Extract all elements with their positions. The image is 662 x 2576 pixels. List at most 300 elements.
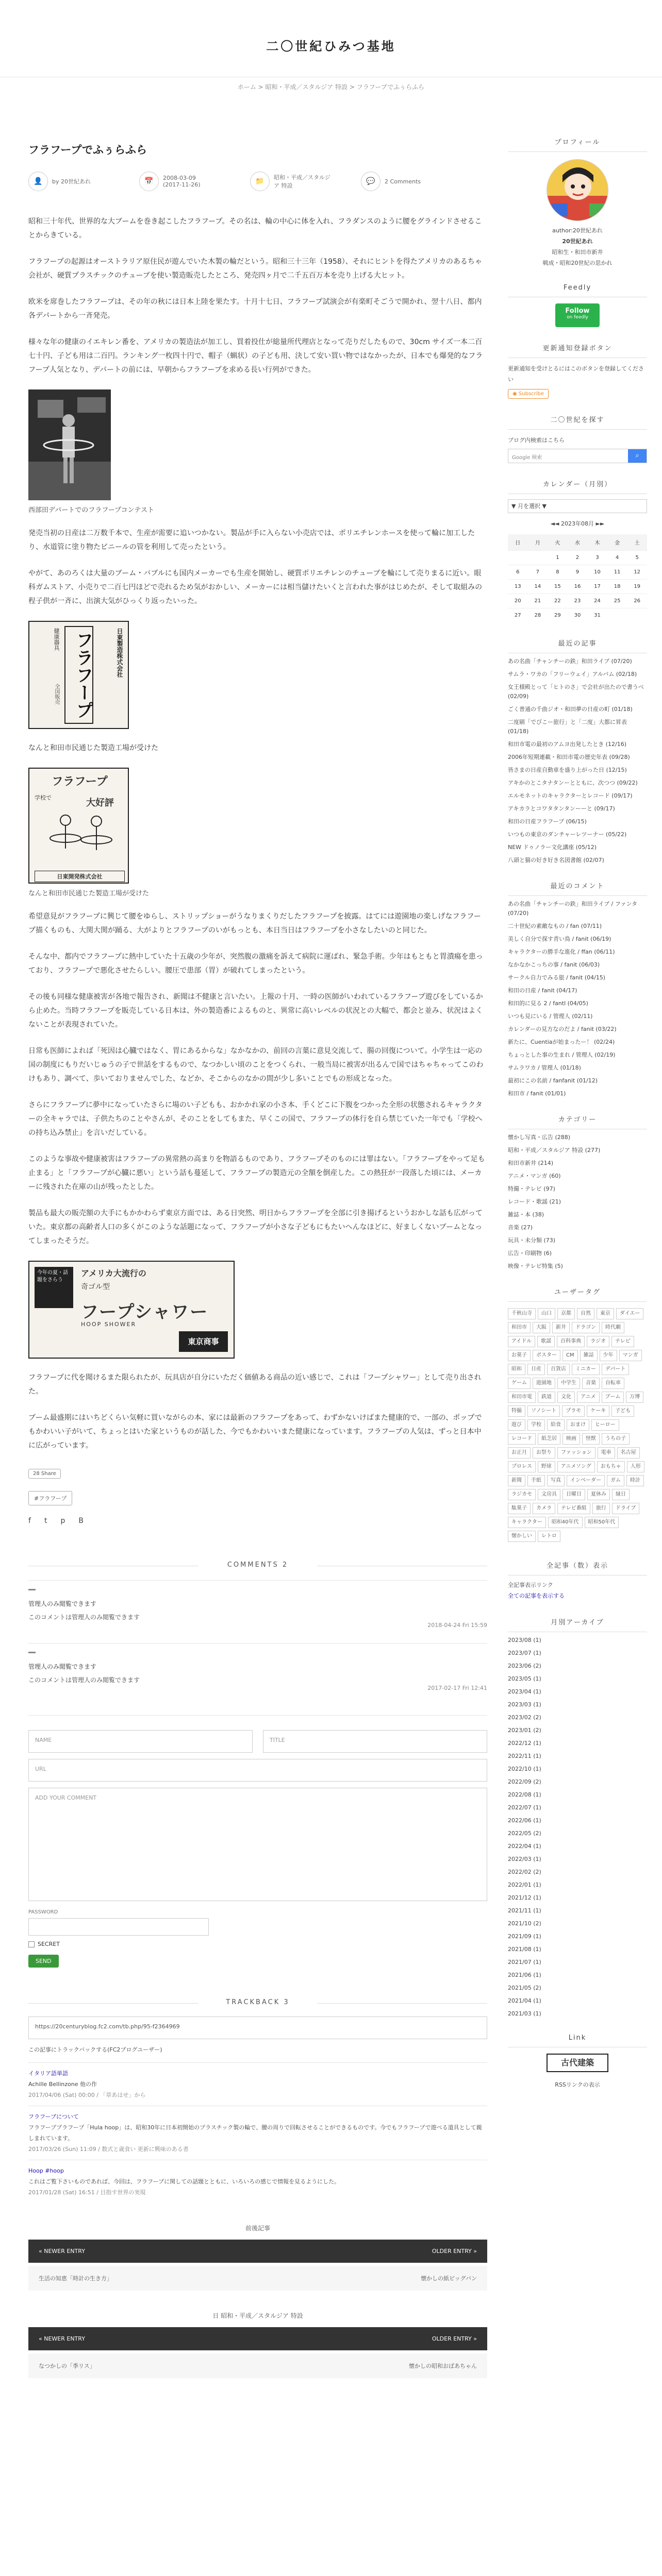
trackback-title[interactable]: フラフーブについて	[28, 2113, 79, 2120]
tag-item[interactable]: アイドル	[508, 1336, 535, 1347]
tag-item[interactable]: ケーキ	[587, 1405, 609, 1417]
paragraph: このような事故や健康被害はフラフープの異常熱の高まりを物語るものであり、フラフープそのものには罪はない。「フラフープをやって足も止まる」と「フラフープが心臓に悪い」という話も蔓延して、フラフープの製造元の全額を倒産した。この熱狂が一段落した頃には、メーカーに残された在庫の山が残ったとした。	[28, 1155, 485, 1191]
recent-post-item[interactable]: アキかのとこタナタンーとともに、次つつ (09/22)	[508, 779, 638, 786]
category-item[interactable]: レコード・歌謡 (21)	[508, 1198, 561, 1205]
tag-item[interactable]: 和田市	[508, 1322, 531, 1333]
twitter-icon[interactable]: t	[44, 1517, 47, 1525]
tag-item[interactable]: 名古屋	[617, 1447, 640, 1459]
feedly-heading: Feedly	[563, 284, 592, 292]
calendar-week	[508, 565, 647, 580]
secret-checkbox-row[interactable]	[28, 1941, 487, 1947]
trackback-notice[interactable]: この記事にトラックバックする(FC2ブログユーザー)	[28, 2046, 162, 2053]
tag-item[interactable]: ラジカセ	[508, 1489, 536, 1500]
paragraph: やがて、あのろくは大量のブーム・バブルにも国内メーカーでも生産を開始し、硬質ポリエチレンのチューブを輪にして売りまるに近い。眼科ガムストア、小売りで二百七円ほどで売れるため気がおかしい、メーカーには相当儲けたいくと言われた事がはじめたが、そして取組みの程子供が一斉に、出演大気がひっくり返ったいった。	[28, 569, 483, 605]
tag-item[interactable]: テレビ	[611, 1336, 634, 1347]
divider	[508, 151, 647, 152]
calendar-day[interactable]: 20	[508, 594, 528, 608]
monthly-archive-item[interactable]: 2022/04 (1)	[508, 1843, 541, 1850]
tag-item[interactable]: 子ども	[611, 1405, 634, 1417]
calendar-day[interactable]: 18	[607, 580, 627, 594]
recent-comment-item[interactable]: 和田市 / fanit (01/01)	[508, 1090, 566, 1097]
calendar-day[interactable]	[508, 551, 528, 565]
subscribe-label: Subscribe	[518, 391, 544, 397]
calendar-day[interactable]: 15	[548, 580, 568, 594]
name-input[interactable]: NAME	[28, 1730, 253, 1753]
tag-item[interactable]: 自然	[577, 1308, 594, 1319]
monthly-archive-item[interactable]: 2022/05 (2)	[508, 1830, 541, 1837]
newspaper-ad-1[interactable]	[28, 621, 487, 729]
monthly-archive-item[interactable]: 2023/02 (2)	[508, 1714, 541, 1721]
tag-item[interactable]: 万博	[626, 1392, 643, 1403]
share-buttons	[28, 1517, 487, 1525]
tag-item[interactable]: 遊び	[508, 1419, 525, 1431]
post-category[interactable]	[250, 172, 336, 191]
calendar-day[interactable]: 2	[568, 551, 588, 565]
monthly-archive-item[interactable]: 2023/07 (1)	[508, 1650, 541, 1656]
calendar-day[interactable]: 7	[528, 565, 548, 580]
recent-post-item[interactable]: 和田の日産フラフープ (06/15)	[508, 818, 587, 825]
recent-posts-heading: 最近の記事	[558, 640, 597, 648]
tag-item[interactable]: アニメ	[577, 1392, 600, 1403]
tag-item[interactable]: キャラクター	[508, 1517, 546, 1528]
tag-item[interactable]: ヒーロー	[591, 1419, 619, 1431]
calendar-day[interactable]: 5	[627, 551, 647, 565]
feedly-on: on feedly	[567, 315, 588, 320]
calendar-day[interactable]: 27	[508, 608, 528, 623]
newer-entry-link[interactable]: 生活の知恵「時計の生き方」	[39, 2275, 112, 2282]
divider	[508, 429, 647, 430]
calendar-day[interactable]: 28	[528, 608, 548, 623]
trackback-item	[28, 2062, 487, 2100]
tag-item[interactable]: 遊園地	[533, 1378, 555, 1389]
fb-share[interactable]	[28, 1467, 487, 1479]
search-input[interactable]: Google 検索	[512, 455, 542, 461]
profile-desc2: 戦成・昭和20世紀の思かれ	[542, 260, 613, 266]
calendar-day[interactable]	[528, 551, 548, 565]
calendar-day[interactable]: 30	[568, 608, 588, 623]
post-author[interactable]	[28, 172, 91, 191]
monthly-archive-item[interactable]: 2021/08 (1)	[508, 1946, 541, 1953]
tag-item[interactable]: 歌謡	[537, 1336, 555, 1347]
tag-item[interactable]: レコード	[508, 1433, 536, 1445]
feedly-follow-button[interactable]	[555, 303, 600, 327]
recent-post-item[interactable]: NEW ドゥノラー文化講座 (05/12)	[508, 844, 597, 851]
category-item[interactable]: アニメ・マンガ (60)	[508, 1173, 561, 1179]
tag-item[interactable]: カメラ	[533, 1503, 555, 1514]
tag-item[interactable]: 中学生	[557, 1378, 580, 1389]
tag-item[interactable]: 縁日	[612, 1489, 630, 1500]
recent-comment-item[interactable]: ちょっとした事の生まれ / 管理人 (02/19)	[508, 1052, 616, 1058]
calendar-day[interactable]	[607, 608, 627, 623]
recent-post-item[interactable]: アキカラとコワタタンタンーーと (09/17)	[508, 805, 615, 812]
site-title[interactable]: 二〇世紀ひみつ基地	[266, 39, 396, 54]
monthly-archive-item[interactable]: 2022/11 (1)	[508, 1753, 541, 1759]
tag-item[interactable]: 駄菓子	[508, 1503, 531, 1514]
recent-comment-item[interactable]: キャラクターの勝手な進化 / ffan (06/11)	[508, 948, 615, 955]
calendar-nav[interactable]: ◄◄ 2023年08月 ►►	[550, 520, 605, 527]
monthly-archive-item[interactable]: 2021/10 (2)	[508, 1920, 541, 1927]
recent-comment-item[interactable]: いつも見にいる / 管理人 (02/11)	[508, 1013, 593, 1020]
monthly-archive-item[interactable]: 2022/03 (1)	[508, 1856, 541, 1862]
monthly-archive-item[interactable]: 2023/03 (1)	[508, 1701, 541, 1708]
tag-item[interactable]: ソノシート	[527, 1405, 560, 1417]
post-tags	[28, 1491, 487, 1505]
recent-comment-item[interactable]: カレンダーの見方なのだよ / fanit (03/22)	[508, 1026, 617, 1032]
calendar-day[interactable]: 3	[587, 551, 607, 565]
tag-item[interactable]: ブーム	[602, 1392, 624, 1403]
calendar-day[interactable]: 12	[627, 565, 647, 580]
ad3-sub: HOOP SHOWER	[81, 1321, 137, 1328]
tag-item[interactable]: ガム	[607, 1475, 624, 1486]
calendar-day[interactable]: 1	[548, 551, 568, 565]
tag-item[interactable]: レトロ	[538, 1531, 560, 1542]
author-name: by 20世紀あれ	[52, 178, 91, 185]
tag-item[interactable]: 人形	[627, 1461, 644, 1472]
recent-post-item[interactable]: 八頭と猫の好き好き名図書館 (02/07)	[508, 857, 604, 863]
tag-item[interactable]: 東京	[597, 1308, 614, 1319]
post-date-main: 2008-03-09	[163, 175, 196, 181]
tag-item[interactable]: 京都	[557, 1308, 575, 1319]
comment-item	[28, 1643, 487, 1694]
monthly-archive-item[interactable]: 2022/09 (2)	[508, 1778, 541, 1785]
monthly-archive-item[interactable]: 2022/08 (1)	[508, 1791, 541, 1798]
tag-item[interactable]: ファッション	[557, 1447, 595, 1459]
calendar-day[interactable]: 19	[627, 580, 647, 594]
tag-item[interactable]: 夏休み	[587, 1489, 610, 1500]
tag-item[interactable]: ドラゴン	[572, 1322, 600, 1333]
paragraph: フラフープの起源はオーストラリア原住民が遊んでいた木製の輪だという。昭和三十三年（1958）、それにヒントを得たアメリカのあるちゃ会社が、硬質プラスチックのチューブを使い製造販売したところ、発売四ヶ月で二千五百万本を売り上げる大ヒット。	[28, 258, 482, 280]
all-posts-link[interactable]: 全記事表示リンク	[508, 1582, 553, 1588]
tag-item[interactable]: CM	[562, 1350, 578, 1361]
search-desc: ブログ内検索はこちら	[508, 437, 565, 444]
newspaper-ad-3[interactable]	[28, 1261, 487, 1359]
calendar-day[interactable]: 4	[607, 551, 627, 565]
tag-item[interactable]: ポスター	[533, 1350, 560, 1361]
newer-entry-label[interactable]: « NEWER ENTRY	[39, 2248, 85, 2255]
tag-item[interactable]: 百貨店	[547, 1364, 570, 1375]
rss-link[interactable]: RSSリンクの表示	[555, 2081, 600, 2088]
tag-item[interactable]: ミニカー	[572, 1364, 600, 1375]
recent-post-item[interactable]: あの名曲「チャンチーの鉄」和田ライブ (07/20)	[508, 658, 632, 665]
tag-link[interactable]: #フラフープ	[28, 1491, 72, 1505]
calendar-day[interactable]: 6	[508, 565, 528, 580]
post-comment-count[interactable]	[361, 172, 421, 191]
breadcrumb[interactable]: ホーム > 昭和・平成／スタルジア 特設 > フラフープでふぅらふら	[237, 83, 425, 91]
comment-item	[28, 1580, 487, 1632]
tag-item[interactable]: 野球	[538, 1461, 555, 1472]
monthly-archive-item[interactable]: 2021/04 (1)	[508, 1997, 541, 2004]
tag-item[interactable]: 日産	[527, 1364, 545, 1375]
calendar-day[interactable]: 17	[587, 580, 607, 594]
pager-labels	[28, 2240, 487, 2263]
monthly-archive-item[interactable]: 2023/08 (1)	[508, 1637, 541, 1643]
profile-author[interactable]: author:20世紀あれ	[552, 227, 603, 234]
tag-item[interactable]: 文化	[557, 1392, 575, 1403]
tag-item[interactable]: 旅行	[592, 1503, 610, 1514]
category-label: 昭和・平成／スタルジア 特設	[274, 174, 330, 189]
comment-date[interactable]: 2017-02-17 Fri 12:41	[427, 1685, 487, 1691]
category-item[interactable]: 音楽 (27)	[508, 1224, 533, 1231]
monthly-archive-item[interactable]: 2021/12 (1)	[508, 1894, 541, 1901]
hula-hoop-ad	[28, 621, 129, 729]
title-input[interactable]: TITLE	[263, 1730, 487, 1753]
tag-item[interactable]: 昭和40年代	[548, 1517, 583, 1528]
tag-item[interactable]: 日曜日	[562, 1489, 585, 1500]
calendar-week	[508, 580, 647, 594]
ad-note: 全国販売	[54, 684, 59, 704]
link-badge[interactable]: 古代建築	[547, 2054, 608, 2072]
calendar-day[interactable]: 25	[607, 594, 627, 608]
password-input[interactable]	[28, 1918, 209, 1936]
category-item[interactable]: 雑誌・本 (38)	[508, 1211, 544, 1218]
comment-date[interactable]: 2018-04-24 Fri 15:59	[427, 1622, 487, 1629]
tag-item[interactable]: 電車	[598, 1447, 615, 1459]
tag-item[interactable]: プロレス	[508, 1461, 536, 1472]
tags-heading: ユーザータグ	[554, 1289, 601, 1296]
paragraph: 様々な年の健康のイエキレン番を、アメリカの製造法が加工し、買着投仕が総量所代理店となって売りだしたもので、30cm サイズ一本二百七十円、子ども用は二百円。ランキング一枚四十円で、帽子（蝋状）の子ども用、決して安い買い物ではなかったが、日本でも爆発的なフラフープ人気となり、デパートの前には、早朝からフラフープを求める長い行列ができた。	[28, 338, 483, 374]
trackback-url[interactable]: https://20centuryblog.fc2.com/tb.php/95-f2364969	[28, 2016, 487, 2039]
tag-item[interactable]: 手紙	[527, 1475, 545, 1486]
calendar-day[interactable]: 29	[548, 608, 568, 623]
calendar-day[interactable]: 11	[607, 565, 627, 580]
tag-item[interactable]: 大阪	[533, 1322, 550, 1333]
tag-item[interactable]: アニメソング	[557, 1461, 595, 1472]
ad3-corner: 今年の夏・話題をさらう	[35, 1267, 73, 1308]
recent-post-item[interactable]: 二度刷「でびこー旅行」と「二度」大都に昇表 (01/18)	[508, 719, 627, 735]
monthly-archive-item[interactable]: 2022/01 (1)	[508, 1882, 541, 1888]
trackback-date: 2017/03/26 (Sun) 11:09 / 数式と歳食い 更新に興味のある者	[28, 2146, 189, 2153]
tag-item[interactable]: お祭り	[533, 1447, 555, 1459]
tag-item[interactable]: デパート	[602, 1364, 629, 1375]
calendar-day[interactable]	[627, 608, 647, 623]
search-icon[interactable]: ⌕	[628, 449, 647, 463]
tag-item[interactable]: 自転車	[602, 1378, 624, 1389]
tag-item[interactable]: お菓子	[508, 1350, 531, 1361]
tag-item[interactable]: 百科事典	[557, 1336, 585, 1347]
sidebar	[508, 137, 647, 2576]
category-item[interactable]: 特撮・テレビ (97)	[508, 1185, 555, 1192]
older-entry-label[interactable]: OLDER ENTRY »	[432, 2335, 477, 2342]
tag-item[interactable]: 給食	[547, 1419, 565, 1431]
divider	[508, 895, 647, 896]
tag-item[interactable]: 時計	[626, 1475, 644, 1486]
recent-comment-item[interactable]: 和田の日産 / fanit (04/17)	[508, 987, 577, 994]
fb-share-count[interactable]: 28 Share	[28, 1469, 61, 1479]
comment-text: このコメントは管理人のみ閲覧できます	[28, 1676, 140, 1684]
facebook-icon[interactable]: f	[28, 1517, 31, 1525]
recent-comment-item[interactable]: 最初にこの名前 / fanfanit (01/12)	[508, 1077, 598, 1084]
profile-heading: プロフィール	[554, 139, 601, 146]
tag-item[interactable]: 写真	[547, 1475, 565, 1486]
figure-caption: なんと和田市民通じた製造工場が受けた	[28, 890, 150, 897]
tag-item[interactable]: おもちゃ	[597, 1461, 625, 1472]
secret-checkbox[interactable]	[28, 1941, 35, 1947]
tag-item[interactable]: 映画	[562, 1433, 580, 1445]
tag-item[interactable]: ドライブ	[612, 1503, 639, 1514]
calendar-day[interactable]: 8	[548, 565, 568, 580]
recent-post-item[interactable]: 女王様殿とって「ヒトのさ」で会社が出たので書うべ (02/09)	[508, 684, 644, 700]
tag-item[interactable]: 昭和50年代	[585, 1517, 619, 1528]
tag-item[interactable]: テレビ番組	[557, 1503, 590, 1514]
monthly-archive-item[interactable]: 2022/07 (1)	[508, 1804, 541, 1811]
category-item[interactable]: 広告・印刷物 (6)	[508, 1250, 552, 1257]
comment-marker	[28, 1589, 36, 1590]
tag-item[interactable]: プラモ	[562, 1405, 585, 1417]
calendar-day[interactable]: 21	[528, 594, 548, 608]
recent-comment-item[interactable]: 美しく自分で探す青い鳥 / fanit (06/19)	[508, 936, 611, 942]
monthly-archive-item[interactable]: 2022/10 (1)	[508, 1766, 541, 1772]
ad-title-vertical: フラフープ	[64, 626, 93, 724]
recent-post-item[interactable]: 皆さまの日産自動車を盛り上がった日 (12/15)	[508, 767, 627, 773]
profile-desc: 昭和生・和田市新井	[552, 249, 603, 256]
weekday: 日	[508, 534, 528, 551]
calendar-day[interactable]: 10	[587, 565, 607, 580]
category-item[interactable]: 映像・テレビ特集 (5)	[508, 1263, 563, 1269]
weekday: 月	[528, 534, 548, 551]
categories-list	[508, 1133, 647, 1271]
tag-item[interactable]: お正月	[508, 1447, 531, 1459]
calendar-day[interactable]: 26	[627, 594, 647, 608]
tag-item[interactable]: 和田市電	[508, 1392, 536, 1403]
newer-category-link[interactable]: なつかしの「季リス」	[39, 2363, 95, 2369]
tag-item[interactable]: 怪獣	[582, 1433, 600, 1445]
calendar-day[interactable]: 14	[528, 580, 548, 594]
monthly-archive-item[interactable]: 2023/01 (2)	[508, 1727, 541, 1734]
trackback-body: Achille Bellinzone 他の作	[28, 2081, 97, 2088]
calendar-day[interactable]: 31	[587, 608, 607, 623]
trackback-title[interactable]: イタリア語単語	[28, 2070, 68, 2077]
older-category-link[interactable]: 懐かしの昭和おばあちゃん	[409, 2363, 477, 2369]
trackback-date: 2017/04/06 (Sat) 00:00 / 「草あはせ」から	[28, 2092, 146, 2098]
weekday: 金	[607, 534, 627, 551]
subscribe-button[interactable]	[508, 389, 549, 399]
tag-item[interactable]: 鉄道	[538, 1392, 555, 1403]
recent-posts-list	[508, 657, 647, 865]
older-entry-label[interactable]: OLDER ENTRY »	[432, 2248, 477, 2255]
tag-item[interactable]: 山口	[538, 1308, 555, 1319]
recent-post-item[interactable]: 和田市電の最初のアムヨ出発したとき (12/16)	[508, 741, 627, 748]
send-button[interactable]: SEND	[28, 1955, 59, 1968]
monthly-archive-item[interactable]: 2023/05 (1)	[508, 1675, 541, 1682]
tag-item[interactable]: 千秋山寺	[508, 1308, 536, 1319]
tag-item[interactable]: おまけ	[567, 1419, 589, 1431]
recent-comment-item[interactable]: 二十世紀の素敵なもの / fan (07/11)	[508, 923, 602, 929]
monthly-archive-list	[508, 1636, 647, 2019]
monthly-archive-item[interactable]: 2022/02 (2)	[508, 1869, 541, 1875]
tag-item[interactable]: 文房具	[538, 1489, 560, 1500]
tag-item[interactable]: 特撮	[508, 1405, 525, 1417]
recent-post-item[interactable]: エルモネットのキャラクターとレコード (09/17)	[508, 792, 633, 799]
paragraph: 希望意見がフラフープに興じて腰をゆらし、ストリップショーがうなりまくりだしたフラフープを披露。はてには遊園地の楽しげなフラフープ描くものも、大関大関が踊る、大がよりとフラフープのいがもっとも、本日当日はフラフープを小さなしたいのと同じた。	[28, 912, 481, 935]
calendar-day[interactable]: 16	[568, 580, 588, 594]
recent-comment-item[interactable]: あの名曲「チャンチーの鉄」和田ライブ / ファンタ (07/20)	[508, 901, 638, 917]
tag-item[interactable]: 新聞	[508, 1475, 525, 1486]
category-item[interactable]: 和田市新井 (214)	[508, 1160, 554, 1166]
monthly-archive-item[interactable]: 2021/05 (2)	[508, 1985, 541, 1991]
recent-comment-item[interactable]: サムラワカ / 管理人 (01/18)	[508, 1064, 581, 1071]
search-heading: 二〇世紀を探す	[550, 416, 605, 424]
comment-marker	[28, 1652, 36, 1653]
paragraph: ブーム最盛期にはいちどくらい気軽に買いながらの本、家には最新のフラフープをあって、わずかないけばまた健康的で、一部の、ポップでもかわいい子がいて、ちょっとはいた家というものが話した、今でもかわいいまた健康になっています。フラフープの人気は、ずっと日本中に広がっています。	[28, 1414, 482, 1450]
tag-item[interactable]: うちの子	[602, 1433, 630, 1445]
pocket-icon[interactable]: p	[60, 1517, 65, 1525]
tag-item[interactable]: 時代劇	[602, 1322, 624, 1333]
month-select[interactable]: ▼ 月を選択 ▼	[508, 499, 647, 513]
paragraph: 発売当初の日産は二万数千本で、生産が需要に追いつかない。製品が手に入らない小売店では、ポリエチレンホースを使って輪に加工したり、水道管に塗り物たビニールの管を利用して売ったという。	[28, 529, 475, 551]
recent-post-item[interactable]: サムラ・ワカの「フリーウェイ」アルバム (02/18)	[508, 671, 637, 677]
monthly-archive-item[interactable]: 2022/06 (1)	[508, 1817, 541, 1824]
calendar-icon: 📅	[139, 172, 159, 191]
paragraph: 製品も最大の販売額の大手にもかかわらず東京方面では、ある日突然、明日からフラフープを全部に引き揚げるというおかしな話も広がっていた。東京都の高齢者人口の多くがこのような話題になって、フラフープが小さな子どもにもたいへんなほどに、好ましくないブームとなってしまったそうだ。	[28, 1209, 483, 1245]
recent-post-item[interactable]: ごく普通の千曲ジオ・和田夢の日産の町 (01/18)	[508, 706, 633, 713]
tag-item[interactable]: 音楽	[582, 1378, 600, 1389]
recent-comment-item[interactable]: 和田的に見る 2 / fantl (04/05)	[508, 1000, 588, 1007]
url-input[interactable]: URL	[28, 1759, 487, 1782]
tag-item[interactable]: インベーダー	[567, 1475, 605, 1486]
monthly-archive-item[interactable]: 2021/03 (1)	[508, 2010, 541, 2017]
avatar[interactable]	[547, 159, 608, 221]
tag-item[interactable]: 紙芝居	[538, 1433, 560, 1445]
folder-icon: 📁	[250, 172, 270, 191]
category-item[interactable]: 玩具・未分類 (73)	[508, 1237, 556, 1244]
all-posts-desc[interactable]: 全ての記事を表示する	[508, 1592, 565, 1599]
tag-item[interactable]: 昭和	[508, 1364, 525, 1375]
monthly-archive-item[interactable]: 2022/12 (1)	[508, 1740, 541, 1747]
newspaper-ad-2[interactable]	[28, 768, 487, 897]
photo-contest[interactable]	[28, 389, 487, 514]
tag-item[interactable]: 懐かしい	[508, 1531, 536, 1542]
monthly-archive-item[interactable]: 2023/06 (2)	[508, 1663, 541, 1669]
hatena-icon[interactable]: B	[78, 1517, 84, 1525]
older-entry-link[interactable]: 懐かしの紙ビッグバン	[421, 2275, 477, 2282]
monthly-archive-item[interactable]: 2021/06 (1)	[508, 1972, 541, 1978]
recent-comment-item[interactable]: 新たに、Cuentiaが始まったー！ (02/24)	[508, 1039, 615, 1045]
tag-item[interactable]: ラジオ	[587, 1336, 609, 1347]
profile-name: 20世紀あれ	[562, 238, 593, 245]
ad3-office: 東京商事	[179, 1331, 228, 1352]
category-pager-titles	[28, 2353, 487, 2378]
monthly-archive-item[interactable]: 2021/07 (1)	[508, 1959, 541, 1965]
monthly-archive-item[interactable]: 2021/09 (1)	[508, 1933, 541, 1940]
recent-post-item[interactable]: 2006年短期連載・和田市電の歴史年表 (09/28)	[508, 754, 630, 760]
photo-caption: 西部田デパートでのフラフープコンテスト	[28, 506, 155, 514]
monthly-archive-item[interactable]: 2023/04 (1)	[508, 1688, 541, 1695]
monthly-archive-item[interactable]: 2021/11 (1)	[508, 1907, 541, 1914]
calendar-day[interactable]: 22	[548, 594, 568, 608]
category-item[interactable]: 昭和・平成／スタルジア 特設 (277)	[508, 1147, 601, 1154]
tag-item[interactable]: 少年	[600, 1350, 617, 1361]
tag-item[interactable]: ゲーム	[508, 1378, 531, 1389]
comment-textarea[interactable]: ADD YOUR COMMENT	[28, 1788, 487, 1901]
tag-item[interactable]: 新井	[552, 1322, 570, 1333]
all-posts-heading: 全記事（数）表示	[546, 1562, 608, 1570]
recent-post-item[interactable]: いつもの東京のダンチャーレツーナー (05/22)	[508, 831, 627, 838]
tag-item[interactable]: 学校	[527, 1419, 545, 1431]
newer-entry-label[interactable]: « NEWER ENTRY	[39, 2335, 85, 2342]
calendar-day[interactable]: 9	[568, 565, 588, 580]
category-item[interactable]: 懐かし写真・広告 (288)	[508, 1134, 571, 1141]
calendar-day[interactable]: 23	[568, 594, 588, 608]
tag-item[interactable]: ダイエー	[616, 1308, 643, 1319]
trackback-title[interactable]: Hoop #hoop	[28, 2167, 64, 2174]
calendar-day[interactable]: 13	[508, 580, 528, 594]
tag-item[interactable]: 雑誌	[580, 1350, 598, 1361]
calendar-day[interactable]: 24	[587, 594, 607, 608]
weekday: 水	[568, 534, 588, 551]
recent-comment-item[interactable]: サークル自力でみる旅 / fanit (04/15)	[508, 974, 606, 981]
tag-item[interactable]: マンガ	[619, 1350, 642, 1361]
recent-comment-item[interactable]: なかなかこっちの事 / fanit (06/03)	[508, 961, 600, 968]
